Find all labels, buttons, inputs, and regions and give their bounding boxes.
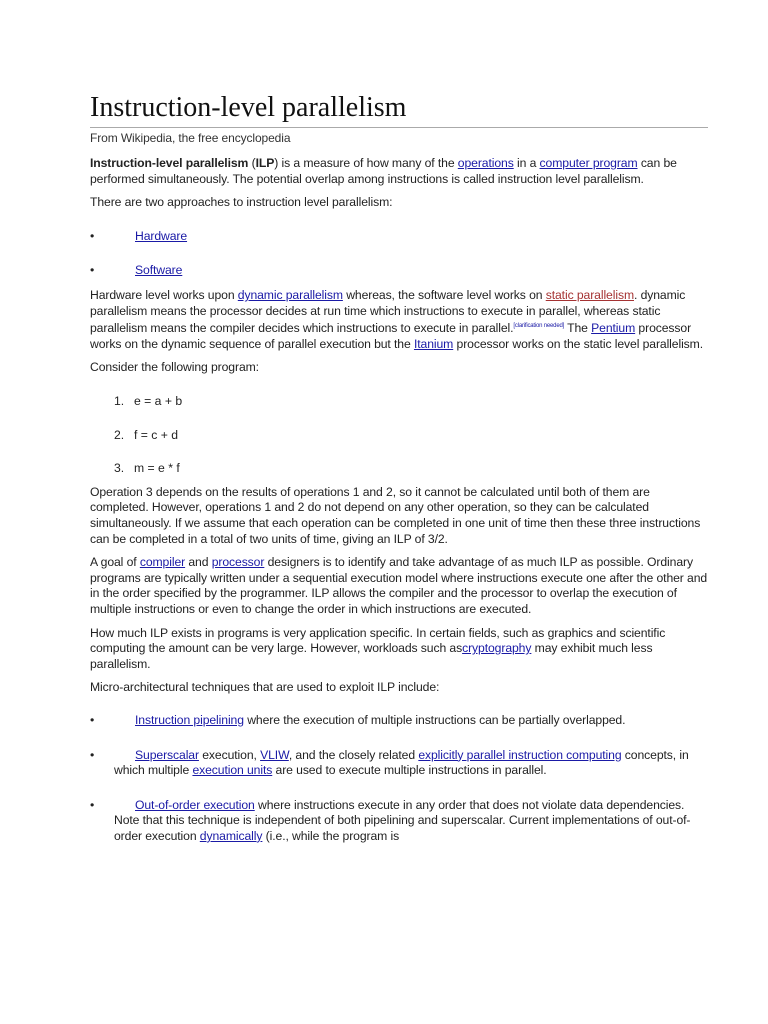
line-number: 2.	[114, 427, 125, 442]
bullet: •	[90, 712, 95, 727]
goal-paragraph	[90, 555, 708, 617]
levels-paragraph	[90, 288, 708, 352]
text: . dynamic parallelism means the processor decides at run time which instructions to execute in parallel, whereas static parallelism means the compiler decides which instructions to execute in parallel.	[90, 287, 686, 336]
text: and	[185, 555, 212, 570]
link-vliw[interactable]: VLIW	[260, 747, 289, 762]
program-line	[90, 428, 708, 444]
intro-text: can be performed simultaneously. The potential overlap among instructions is called instruction level parallelism.	[90, 156, 677, 186]
text: are used to execute multiple instructions in parallel.	[272, 763, 547, 778]
abbr-bold: ILP	[255, 156, 275, 170]
link-processor[interactable]: processor	[211, 555, 265, 570]
text: execution,	[198, 747, 261, 762]
program-code: e = a + b	[134, 394, 183, 408]
link-out-of-order-execution[interactable]: Out-of-order execution	[135, 797, 255, 812]
link-software[interactable]: Software	[135, 263, 183, 278]
list-item	[90, 229, 708, 245]
list-item	[90, 798, 708, 845]
text: where instructions execute in any order that does not violate data dependencies. Note that this technique is independent of both pipelining and superscalar. Current implementations of out-of-order execution	[114, 797, 691, 843]
text: , and the closely related	[288, 747, 419, 762]
text: processor works on the static level parallelism.	[453, 336, 704, 351]
link-execution-units[interactable]: execution units	[192, 763, 273, 778]
text: concepts, in which multiple	[114, 747, 689, 778]
bullet: •	[90, 263, 95, 278]
article	[90, 90, 708, 844]
text: The	[564, 321, 592, 336]
page-title: Instruction-level parallelism	[90, 90, 708, 128]
consider-text: Consider the following program:	[90, 360, 259, 375]
text: Hardware level works upon	[90, 287, 238, 302]
howmuch-paragraph	[90, 626, 708, 673]
line-number: 1.	[114, 394, 125, 408]
text: designers is to identify and take advantage of as much ILP as possible. Ordinary programs are typically written under a sequential execution model where instructions execute one after the other and in the order specified by the programmer. ILP allows the compiler and the processor to overlap the execution of multiple instructions or even to change the order in which instructions are executed.	[90, 555, 708, 616]
intro-text: ) is a measure of how many of the	[274, 156, 458, 170]
bullet: •	[90, 747, 95, 762]
link-epic[interactable]: explicitly parallel instruction computing	[418, 747, 622, 762]
intro-text: in a	[513, 156, 540, 170]
intro-text: (	[248, 156, 256, 170]
text: (i.e., while the program is	[262, 828, 400, 843]
program-line	[90, 394, 708, 410]
link-itanium[interactable]: Itanium	[413, 336, 454, 351]
program-code: f = c + d	[134, 427, 179, 442]
text: How much ILP exists in programs is very application specific. In certain fields, such as graphics and scientific computing the amount can be very large. However, workloads such as	[90, 625, 666, 656]
program-code: m = e * f	[134, 461, 180, 476]
link-hardware[interactable]: Hardware	[135, 228, 188, 243]
program-list	[90, 394, 708, 477]
text: whereas, the software level works on	[342, 287, 546, 302]
link-pentium[interactable]: Pentium	[591, 321, 636, 336]
link-instruction-pipelining[interactable]: Instruction pipelining	[135, 712, 244, 727]
term-bold: Instruction-level parallelism	[90, 156, 249, 170]
link-dynamically[interactable]: dynamically	[199, 828, 263, 843]
link-superscalar[interactable]: Superscalar	[135, 747, 199, 762]
program-line	[90, 461, 708, 477]
approaches-list	[90, 229, 708, 279]
bullet: •	[90, 797, 95, 812]
text: A goal of	[90, 555, 140, 570]
link-static-parallelism[interactable]: static parallelism	[545, 287, 634, 302]
list-item	[90, 263, 708, 279]
link-cryptography[interactable]: cryptography	[462, 641, 532, 656]
list-item	[90, 748, 708, 779]
approaches-intro: There are two approaches to instruction level parallelism:	[90, 195, 393, 210]
techniques-list	[90, 713, 708, 845]
bullet: •	[90, 228, 95, 243]
line-number: 3.	[114, 461, 125, 476]
page-subtitle: From Wikipedia, the free encyclopedia	[90, 131, 291, 145]
operation3-paragraph: Operation 3 depends on the results of operations 1 and 2, so it cannot be calculated until both of them are completed. However, operations 1 and 2 do not depend on any other operation, so they can be calculated simultaneously. If we assume that each operation can be completed in one unit of time then these three instructions can be completed in a total of two units of time, giving an ILP of 3/2.	[90, 484, 701, 546]
text: where the execution of multiple instructions can be partially overlapped.	[243, 712, 626, 727]
list-item	[90, 713, 708, 729]
text: processor works on the dynamic sequence of parallel execution but the	[90, 321, 692, 351]
link-compiler[interactable]: compiler	[139, 555, 186, 570]
text: may exhibit much less parallelism.	[90, 641, 653, 671]
link-dynamic-parallelism[interactable]: dynamic parallelism	[237, 287, 343, 302]
clarification-note[interactable]: [clarification needed]	[513, 323, 565, 330]
link-computer-program[interactable]: computer program	[539, 156, 638, 170]
intro-paragraph	[90, 156, 708, 187]
link-operations[interactable]: operations	[457, 156, 514, 170]
micro-intro: Micro-architectural techniques that are used to exploit ILP include:	[90, 680, 440, 695]
